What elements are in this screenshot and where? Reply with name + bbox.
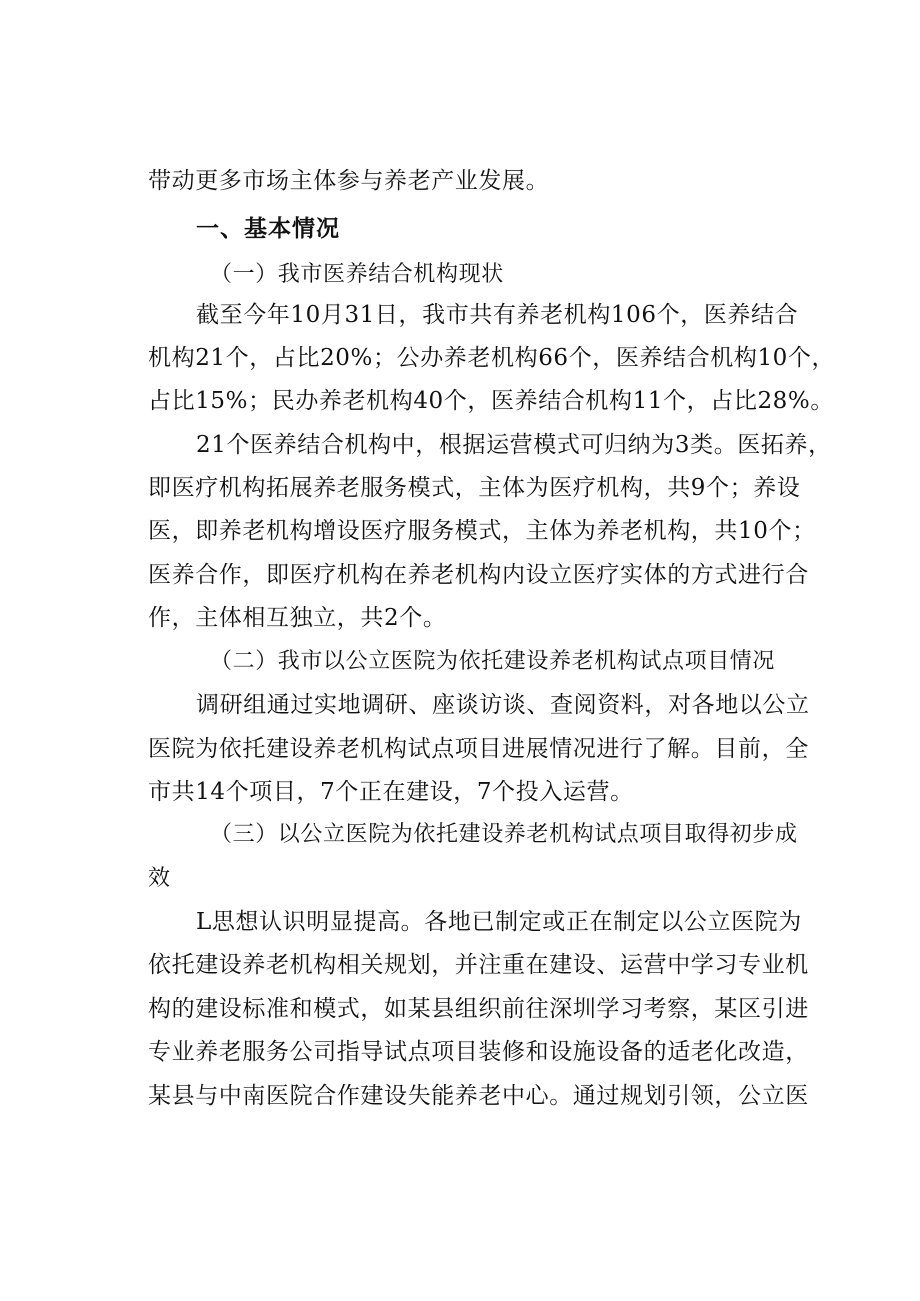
body-line: 市共14个项目，7个正在建设，7个投入运营。 (148, 779, 634, 805)
body-line: 占比15%；民办养老机构40个，医养结合机构11个，占比28%。 (148, 388, 834, 414)
body-line: 某县与中南医院合作建设失能养老中心。通过规划引领，公立医 (148, 1083, 809, 1109)
paragraph-continuation-line: 带动更多市场主体参与养老产业发展。 (148, 168, 550, 194)
body-line: 调研组通过实地调研、座谈访谈、查阅资料，对各地以公立 (196, 692, 810, 718)
body-line: 依托建设养老机构相关规划，并注重在建设、运营中学习专业机 (148, 952, 809, 978)
section-heading: 一、基本情况 (196, 216, 340, 242)
body-line: 作，主体相互独立，共2个。 (148, 605, 447, 631)
body-line: 构的建设标准和模式，如某县组织前往深圳学习考察，某区引进 (148, 996, 809, 1022)
subsection-heading-3-continuation: 效 (148, 866, 171, 891)
body-line: 机构21个，占比20%；公办养老机构66个，医养结合机构10个， (148, 345, 836, 371)
body-line: 截至今年10月31日，我市共有养老机构106个，医养结合 (196, 302, 799, 328)
subsection-heading-3: （三）以公立医院为依托建设养老机构试点项目取得初步成 (210, 822, 798, 847)
body-line: 即医疗机构拓展养老服务模式，主体为医疗机构，共9个；养设 (148, 475, 801, 501)
subsection-heading-1: （一）我市医养结合机构现状 (210, 262, 504, 287)
subsection-heading-2: （二）我市以公立医院为依托建设养老机构试点项目情况 (210, 649, 776, 674)
body-line: 医养合作，即医疗机构在养老机构内设立医疗实体的方式进行合 (148, 562, 809, 588)
body-line: 医，即养老机构增设医疗服务模式，主体为养老机构，共10个； (148, 518, 816, 544)
body-line: 专业养老服务公司指导试点项目装修和设施设备的适老化改造， (148, 1039, 809, 1065)
body-line: L思想认识明显提高。各地已制定或正在制定以公立医院为 (196, 909, 802, 935)
body-line: 医院为依托建设养老机构试点项目进展情况进行了解。目前，全 (148, 736, 809, 762)
body-line: 21个医养结合机构中，根据运营模式可归纳为3类。医拓养， (196, 432, 832, 458)
